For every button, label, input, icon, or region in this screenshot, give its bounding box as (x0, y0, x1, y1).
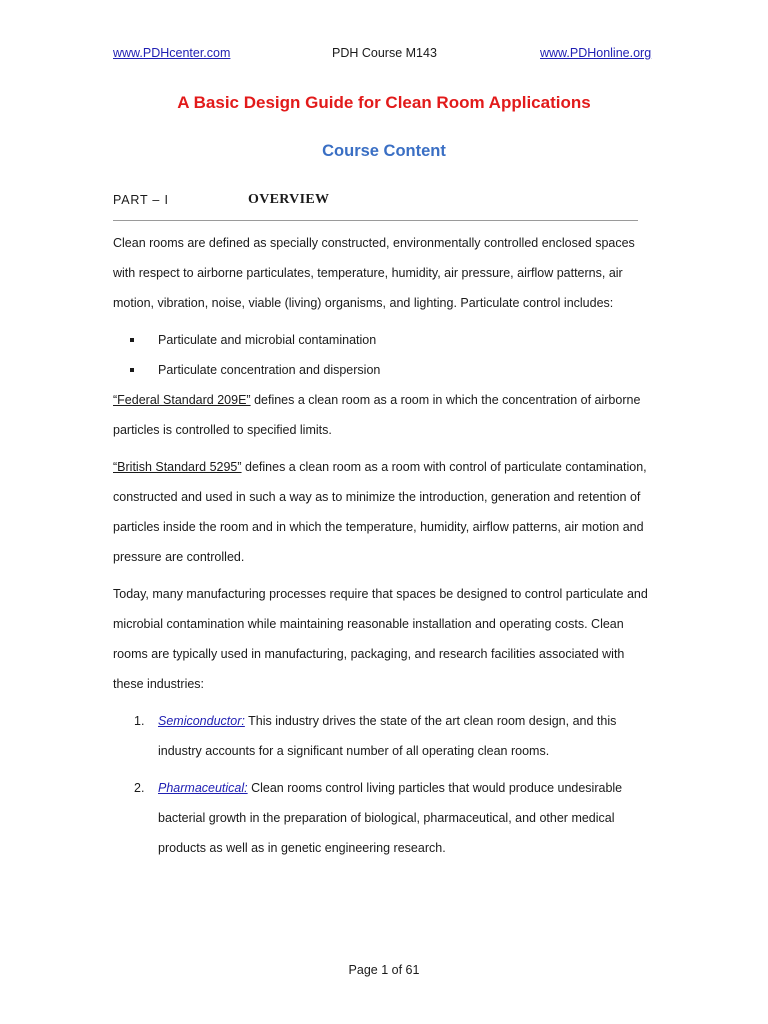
paragraph-line: particles inside the room and in which the temperature, humidity, airflow patterns, air motion and (113, 520, 644, 534)
document-subtitle: Course Content (322, 142, 446, 160)
bullet-marker (130, 368, 134, 372)
pdhcenter-link[interactable]: www.PDHcenter.com (113, 46, 231, 60)
list-item-line: bacterial growth in the preparation of biological, pharmaceutical, and other medical (158, 811, 615, 825)
federal-paragraph (113, 393, 640, 407)
list-item (158, 781, 622, 795)
paragraph-line: pressure are controlled. (113, 550, 245, 564)
list-item-line: products as well as in genetic engineering research. (158, 841, 446, 855)
page-number: Page 1 of 61 (348, 963, 420, 977)
list-number: 2. (134, 781, 145, 795)
intro-line: with respect to airborne particulates, temperature, humidity, air pressure, airflow patterns, air (113, 266, 623, 280)
part-label: PART – I (113, 193, 169, 207)
semiconductor-link[interactable]: Semiconductor: (158, 714, 245, 728)
part-title: OVERVIEW (248, 192, 330, 207)
paragraph-line: microbial contamination while maintaining reasonable installation and operating costs. Clean (113, 617, 624, 631)
list-number: 1. (134, 714, 145, 728)
british-text: defines a clean room as a room with control of particulate contamination, (241, 460, 647, 474)
paragraph-line: particles is controlled to specified limits. (113, 423, 332, 437)
bullet-item: Particulate concentration and dispersion (158, 363, 381, 377)
list-item-line: industry accounts for a significant number of all operating clean rooms. (158, 744, 550, 758)
intro-line: motion, vibration, noise, viable (living) organisms, and lighting. Particulate control includes: (113, 296, 614, 310)
section-divider (113, 220, 638, 221)
british-paragraph (113, 460, 647, 474)
bullet-item: Particulate and microbial contamination (158, 333, 377, 347)
course-code: PDH Course M143 (332, 46, 437, 60)
british-standard-ref: “British Standard 5295” (113, 460, 242, 474)
list-item-text: This industry drives the state of the art clean room design, and this (244, 714, 617, 728)
pdhonline-link[interactable]: www.PDHonline.org (540, 46, 652, 60)
intro-line: Clean rooms are defined as specially constructed, environmentally controlled enclosed spaces (113, 236, 635, 250)
paragraph-line: constructed and used in such a way as to minimize the introduction, generation and retention of (113, 490, 641, 504)
document-title: A Basic Design Guide for Clean Room Applications (177, 93, 591, 112)
paragraph-line: these industries: (113, 677, 205, 691)
federal-standard-ref: “Federal Standard 209E” (113, 393, 251, 407)
list-item-text: Clean rooms control living particles that would produce undesirable (247, 781, 623, 795)
bullet-marker (130, 338, 134, 342)
pharmaceutical-link[interactable]: Pharmaceutical: (158, 781, 248, 795)
list-item (158, 714, 616, 728)
federal-text: defines a clean room as a room in which the concentration of airborne (250, 393, 641, 407)
paragraph-line: Today, many manufacturing processes require that spaces be designed to control particulate and (113, 587, 648, 601)
paragraph-line: rooms are typically used in manufacturing, packaging, and research facilities associated with (113, 647, 625, 661)
